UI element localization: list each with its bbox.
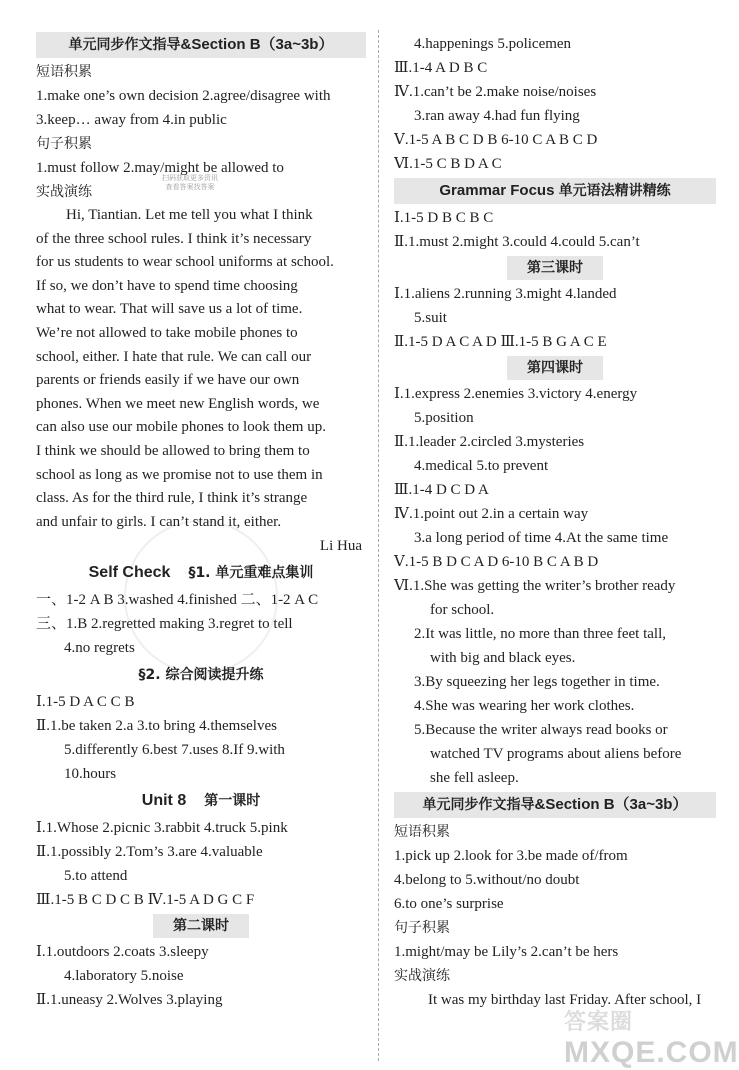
grammar-title-cn: 单元语法精讲精练 bbox=[558, 183, 671, 199]
phrase-label: 短语积累 bbox=[394, 824, 450, 840]
answer-line: Ⅲ.1-5 B C D C B Ⅳ.1-5 A D G C F bbox=[36, 892, 255, 909]
stamp: 扫码获取更多资讯 查看答案找答案 bbox=[162, 174, 218, 191]
essay-line: phones. When we meet new English words, we bbox=[36, 395, 320, 412]
answer-line: 5.Because the writer always read books or bbox=[414, 722, 668, 738]
answer-line: Ⅲ.1-4 D C D A bbox=[394, 482, 489, 498]
self-check-title: Self Check bbox=[88, 564, 171, 582]
essay-start-line: It was my birthday last Friday. After school, I bbox=[428, 992, 702, 1008]
answer-line: Ⅲ.1-4 A D B C bbox=[394, 60, 488, 76]
phrase-label: 短语积累 bbox=[36, 64, 92, 80]
reading-section-title: §2. 综合阅读提升练 bbox=[138, 667, 264, 684]
essay-line: parents or friends easily if we have our own bbox=[36, 372, 300, 389]
essay-line: and unfair to girls. I can’t stand it, either. bbox=[36, 513, 282, 530]
answer-line: 4.medical 5.to prevent bbox=[414, 458, 549, 474]
answer-line: Ⅵ.1-5 C B D A C bbox=[394, 156, 502, 172]
answer-line: 1.must follow 2.may/might be allowed to bbox=[36, 160, 284, 176]
section-title-en: &Section B（3a~3b） bbox=[180, 36, 334, 53]
answer-line: 1.pick up 2.look for 3.be made of/from bbox=[394, 848, 628, 864]
unit-title: Unit 8 bbox=[141, 792, 187, 810]
site-watermark bbox=[564, 1005, 739, 1069]
answer-line: Ⅳ.1.point out 2.in a certain way bbox=[394, 506, 589, 522]
answer-line: 3.keep… away from 4.in public bbox=[36, 112, 227, 128]
watermark-top: 答案圈 bbox=[564, 1009, 634, 1034]
essay-line: can also use our mobile phones to look them up. bbox=[36, 419, 326, 436]
answer-line: with big and black eyes. bbox=[430, 650, 576, 666]
grammar-focus-header bbox=[394, 178, 716, 204]
answer-line: Ⅴ.1-5 A B C D B 6-10 C A B C D bbox=[394, 132, 598, 148]
answer-line: 5.position bbox=[414, 410, 474, 426]
answer-line: 5.suit bbox=[414, 310, 447, 326]
answer-line: 一、1-2 A B 3.washed 4.finished 二、1-2 A C bbox=[36, 592, 319, 609]
section-title-cn: 单元同步作文指导 bbox=[68, 37, 181, 53]
answer-line: Ⅱ.1.leader 2.circled 3.mysteries bbox=[394, 434, 585, 450]
section-header-writing bbox=[394, 792, 716, 818]
lesson-title: 第一课时 bbox=[204, 793, 261, 810]
answer-line: 6.to one’s surprise bbox=[394, 896, 504, 912]
answer-line: Ⅵ.1.She was getting the writer’s brother ready bbox=[394, 578, 676, 594]
section-header-writing bbox=[36, 32, 366, 58]
answer-line: Ⅰ.1.outdoors 2.coats 3.sleepy bbox=[36, 944, 209, 961]
answer-line: Ⅰ.1.aliens 2.running 3.might 4.landed bbox=[394, 286, 617, 302]
answer-line: 4.belong to 5.without/no doubt bbox=[394, 872, 580, 888]
unit8-header bbox=[36, 788, 366, 814]
answer-line: Ⅴ.1-5 B D C A D 6-10 B C A B D bbox=[394, 554, 599, 570]
section-title-en: &Section B（3a~3b） bbox=[534, 796, 688, 813]
answer-line: watched TV programs about aliens before bbox=[430, 746, 682, 762]
sentence-label: 句子积累 bbox=[36, 136, 92, 152]
essay-line: class. As for the third rule, I think it’s strange bbox=[36, 490, 308, 507]
answer-line: 1.might/may be Lily’s 2.can’t be hers bbox=[394, 944, 619, 960]
answer-line: Ⅱ.1.uneasy 2.Wolves 3.playing bbox=[36, 992, 223, 1009]
answer-line: Ⅱ.1.must 2.might 3.could 4.could 5.can’t bbox=[394, 234, 640, 250]
column-divider bbox=[378, 30, 379, 1061]
answer-line: Ⅱ.1-5 D A C A D Ⅲ.1-5 B G A C E bbox=[394, 334, 607, 350]
essay-line: school, either. I hate that rule. We can call our bbox=[36, 348, 312, 365]
essay-line: for us students to wear school uniforms at school. bbox=[36, 254, 334, 271]
self-check-header bbox=[36, 560, 366, 586]
answer-line: for school. bbox=[430, 602, 495, 618]
watermark-site: MXQE.COM bbox=[564, 1036, 739, 1069]
answer-line: Ⅰ.1-5 D B C B C bbox=[394, 210, 494, 226]
grammar-title-en: Grammar Focus bbox=[439, 182, 555, 199]
answer-line: 三、1.B 2.regretted making 3.regret to tell bbox=[36, 616, 293, 633]
essay-line: of the three school rules. I think it’s necessary bbox=[36, 230, 312, 247]
left-column bbox=[36, 30, 366, 1012]
essay-line: If so, we don’t have to spend time choosing bbox=[36, 277, 298, 294]
lesson4-header: 第四课时 bbox=[507, 356, 603, 380]
signature: Li Hua bbox=[319, 538, 362, 555]
answer-line: Ⅰ.1.express 2.enemies 3.victory 4.energy bbox=[394, 386, 638, 402]
answer-line: 3.a long period of time 4.At the same time bbox=[414, 530, 669, 546]
answer-line: 4.laboratory 5.noise bbox=[64, 968, 184, 985]
essay-line: We’re not allowed to take mobile phones to bbox=[36, 324, 298, 341]
model-essay bbox=[36, 204, 366, 534]
practice-label: 实战演练 bbox=[394, 968, 450, 984]
lesson2-header: 第二课时 bbox=[153, 914, 249, 938]
essay-line: what to wear. That will save us a lot of time. bbox=[36, 301, 303, 318]
answer-line: 4.no regrets bbox=[64, 640, 135, 657]
answer-line: she fell asleep. bbox=[430, 770, 519, 786]
section-title-cn: 单元同步作文指导 bbox=[422, 797, 535, 813]
lesson3-header: 第三课时 bbox=[507, 256, 603, 280]
answer-line: 1.make one’s own decision 2.agree/disagree with bbox=[36, 88, 331, 104]
answer-line: Ⅳ.1.can’t be 2.make noise/noises bbox=[394, 84, 597, 100]
practice-label: 实战演练 bbox=[36, 184, 92, 200]
answer-line: 5.differently 6.best 7.uses 8.If 9.with bbox=[64, 742, 285, 759]
answer-line: Ⅰ.1-5 D A C C B bbox=[36, 694, 135, 711]
answer-line: Ⅱ.1.possibly 2.Tom’s 3.are 4.valuable bbox=[36, 844, 263, 861]
answer-line: 2.It was little, no more than three feet tall, bbox=[414, 626, 666, 642]
essay-line: I think we should be allowed to bring them to bbox=[36, 442, 310, 459]
essay-line: school as long as we promise not to use them in bbox=[36, 466, 323, 483]
answer-line: 3.By squeezing her legs together in time. bbox=[414, 674, 660, 690]
answer-line: 4.She was wearing her work clothes. bbox=[414, 698, 635, 714]
right-column bbox=[394, 32, 716, 1012]
answer-line: 3.ran away 4.had fun flying bbox=[414, 108, 580, 124]
answer-line: Ⅰ.1.Whose 2.picnic 3.rabbit 4.truck 5.pink bbox=[36, 820, 288, 837]
answer-line: 10.hours bbox=[64, 766, 117, 783]
essay-line: Hi, Tiantian. Let me tell you what I think bbox=[66, 207, 313, 223]
answer-line: 5.to attend bbox=[64, 868, 128, 885]
answer-line: Ⅱ.1.be taken 2.a 3.to bring 4.themselves bbox=[36, 718, 277, 735]
answer-line: 4.happenings 5.policemen bbox=[414, 36, 572, 52]
sentence-label: 句子积累 bbox=[394, 920, 450, 936]
self-check-subtitle: §1. 单元重难点集训 bbox=[188, 565, 314, 582]
reading-section-header bbox=[36, 662, 366, 688]
